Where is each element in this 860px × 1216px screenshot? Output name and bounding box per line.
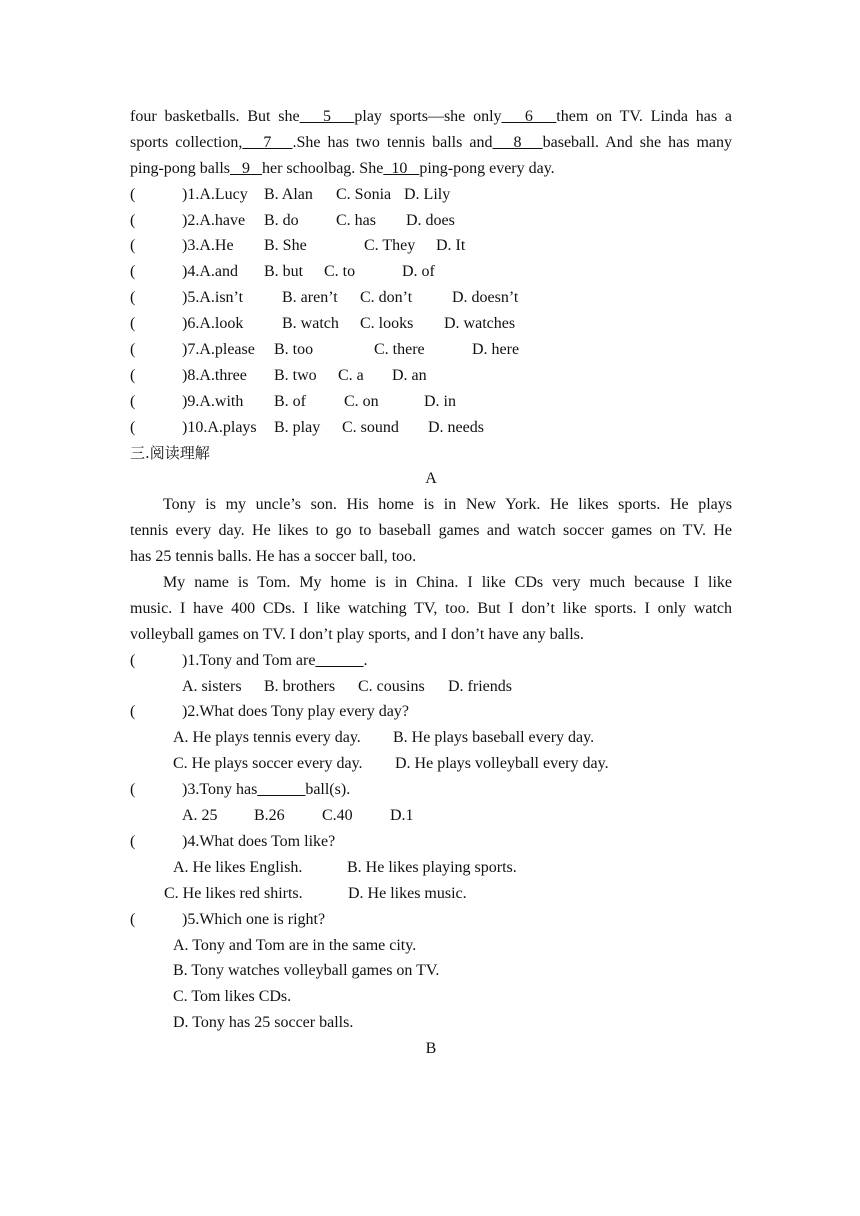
- question-option: B. aren’t: [282, 289, 338, 307]
- question-option: D. It: [436, 237, 466, 255]
- cloze-question-row: [130, 337, 732, 363]
- answer-bracket[interactable]: (: [130, 315, 136, 333]
- answer-bracket[interactable]: (: [130, 832, 136, 850]
- question-option: B. play: [274, 418, 321, 436]
- option: B.26: [254, 807, 285, 825]
- question-option: D. Lily: [404, 185, 451, 203]
- question-stem: )1.Tony and Tom are: [182, 651, 316, 669]
- answer-bracket[interactable]: (: [130, 703, 136, 721]
- blank-9: 9: [230, 159, 262, 177]
- answer-blank: ______: [257, 781, 306, 799]
- option: D. friends: [448, 677, 512, 695]
- question-option-a: )9.A.with: [182, 392, 244, 410]
- passage-line: sports collection, 7 .She has two tennis balls and 8 baseball. And she has many: [130, 133, 732, 151]
- question-option: C. there: [374, 341, 425, 359]
- option: B. brothers: [264, 677, 336, 695]
- question-stem: )2.What does Tony play every day?: [182, 703, 409, 721]
- options-row: [130, 725, 732, 751]
- question-option-a: )7.A.please: [182, 341, 255, 359]
- answer-bracket[interactable]: (: [130, 910, 136, 928]
- passage-line: ping-pong balls 9 her schoolbag. She 10 ping-pong every day.: [130, 159, 555, 177]
- cloze-question-row: [130, 208, 732, 234]
- blank-10: 10: [383, 159, 420, 177]
- question-option: D. does: [406, 211, 455, 229]
- option: C. He likes red shirts.: [164, 884, 303, 902]
- passage-b-label: B: [425, 1040, 437, 1058]
- document-page: [130, 104, 732, 1062]
- passage-a-label: A: [425, 470, 437, 488]
- cloze-question-row: [130, 259, 732, 285]
- cloze-question-row: [130, 233, 732, 259]
- answer-bracket[interactable]: (: [130, 651, 136, 669]
- question-option: B. too: [274, 341, 314, 359]
- option: D. He plays volleyball every day.: [395, 755, 609, 773]
- question-option-a: )2.A.have: [182, 211, 246, 229]
- question-option: B. two: [274, 366, 317, 384]
- option: A. He likes English.: [173, 858, 303, 876]
- question-option-a: )10.A.plays: [182, 418, 257, 436]
- cloze-question-row: [130, 311, 732, 337]
- reading-question-5: [130, 907, 732, 1036]
- answer-bracket[interactable]: (: [130, 781, 136, 799]
- question-option-a: )5.A.isn’t: [182, 289, 244, 307]
- paragraph-line: tennis every day. He likes to go to baseball games and watch soccer games on TV. He: [130, 522, 732, 540]
- reading-question-1: ( )1.Tony and Tom are______. A. sisters B. brothers C. cousins D. friends: [130, 648, 732, 700]
- option: A. sisters: [182, 677, 242, 695]
- answer-bracket[interactable]: (: [130, 211, 136, 229]
- cloze-question-row: [130, 363, 732, 389]
- answer-bracket[interactable]: (: [130, 418, 136, 436]
- answer-bracket[interactable]: (: [130, 263, 136, 281]
- blank-6: 6: [501, 108, 557, 125]
- question-option-a: )3.A.He: [182, 237, 234, 255]
- options-row: [130, 751, 732, 777]
- option: D. Tony has 25 soccer balls.: [173, 1014, 354, 1032]
- option: D. He likes music.: [348, 884, 467, 902]
- question-stem: )3.Tony has: [182, 781, 258, 799]
- question-option-a: )8.A.three: [182, 366, 247, 384]
- cloze-question-row: [130, 285, 732, 311]
- answer-bracket[interactable]: (: [130, 289, 136, 307]
- question-option: D. in: [424, 392, 456, 410]
- option: A. 25: [182, 807, 218, 825]
- question-option: C. a: [338, 366, 364, 384]
- paragraph-line: Tony is my uncle’s son. His home is in New York. He likes sports. He plays: [163, 496, 732, 514]
- question-option-a: )1.A.Lucy: [182, 185, 248, 203]
- blank-8: 8: [492, 133, 543, 151]
- paragraph-line: My name is Tom. My home is in China. I like CDs very much because I like: [163, 574, 732, 592]
- question-option: B. do: [264, 211, 299, 229]
- question-option: B. watch: [282, 315, 339, 333]
- passage-line: four basketballs. But she 5 play sports—she only 6 them on TV. Linda has a: [130, 108, 732, 125]
- question-option-a: )4.A.and: [182, 263, 238, 281]
- answer-bracket[interactable]: (: [130, 392, 136, 410]
- question-stem: )5.Which one is right?: [182, 910, 326, 928]
- question-option: C. They: [364, 237, 416, 255]
- paragraph-line: volleyball games on TV. I don’t play sports, and I don’t have any balls.: [130, 625, 584, 643]
- cloze-question-row: [130, 182, 732, 208]
- options-row: [130, 803, 732, 829]
- options-row: [130, 674, 732, 700]
- question-option: D. watches: [444, 315, 516, 333]
- blank-7: 7: [242, 133, 293, 151]
- question-option: B. of: [274, 392, 306, 410]
- question-option: D. doesn’t: [452, 289, 519, 307]
- question-option: D. of: [402, 263, 435, 281]
- cloze-questions: [130, 182, 732, 441]
- option: C. cousins: [358, 677, 425, 695]
- option: B. He likes playing sports.: [347, 858, 517, 876]
- option: B. Tony watches volleyball games on TV.: [173, 962, 440, 980]
- option: D.1: [390, 807, 414, 825]
- passage-a-paragraph-1: [130, 492, 732, 570]
- answer-bracket[interactable]: (: [130, 237, 136, 255]
- answer-bracket[interactable]: (: [130, 341, 136, 359]
- question-option: C. on: [344, 392, 379, 410]
- question-option: C. Sonia: [336, 185, 392, 203]
- question-stem: )4.What does Tom like?: [182, 832, 336, 850]
- option: C.40: [322, 807, 353, 825]
- option: C. Tom likes CDs.: [173, 988, 292, 1006]
- reading-question-3: ( )3.Tony has______ball(s). A. 25 B.26 C.40 D.1: [130, 777, 732, 829]
- question-option: D. needs: [428, 418, 484, 436]
- cloze-question-row: [130, 415, 732, 441]
- cloze-passage: [130, 104, 732, 182]
- paragraph-line: music. I have 400 CDs. I like watching TV, too. But I don’t like sports. I only watch: [130, 599, 732, 617]
- option: A. Tony and Tom are in the same city.: [173, 936, 417, 954]
- question-option: C. to: [324, 263, 356, 281]
- question-option: C. sound: [342, 418, 399, 436]
- answer-bracket[interactable]: (: [130, 366, 136, 384]
- option: B. He plays baseball every day.: [393, 729, 595, 747]
- question-option: D. here: [472, 341, 520, 359]
- question-option: C. don’t: [360, 289, 413, 307]
- blank-5: 5: [299, 108, 355, 125]
- options-row: [130, 881, 732, 907]
- question-option: B. She: [264, 237, 307, 255]
- reading-question-2: [130, 699, 732, 777]
- question-option-a: )6.A.look: [182, 315, 244, 333]
- answer-bracket[interactable]: (: [130, 185, 136, 203]
- question-option: C. looks: [360, 315, 414, 333]
- section-heading: 三.阅读理解: [130, 443, 210, 462]
- question-option: D. an: [392, 366, 427, 384]
- question-option: B. but: [264, 263, 304, 281]
- cloze-question-row: [130, 389, 732, 415]
- passage-a-paragraph-2: [130, 570, 732, 648]
- answer-blank: ______: [315, 651, 364, 669]
- question-option: B. Alan: [264, 185, 313, 203]
- paragraph-line: has 25 tennis balls. He has a soccer ball, too.: [130, 548, 417, 566]
- question-option: C. has: [336, 211, 376, 229]
- options-row: [130, 855, 732, 881]
- option: A. He plays tennis every day.: [173, 729, 361, 747]
- option: C. He plays soccer every day.: [173, 755, 363, 773]
- reading-question-4: [130, 829, 732, 907]
